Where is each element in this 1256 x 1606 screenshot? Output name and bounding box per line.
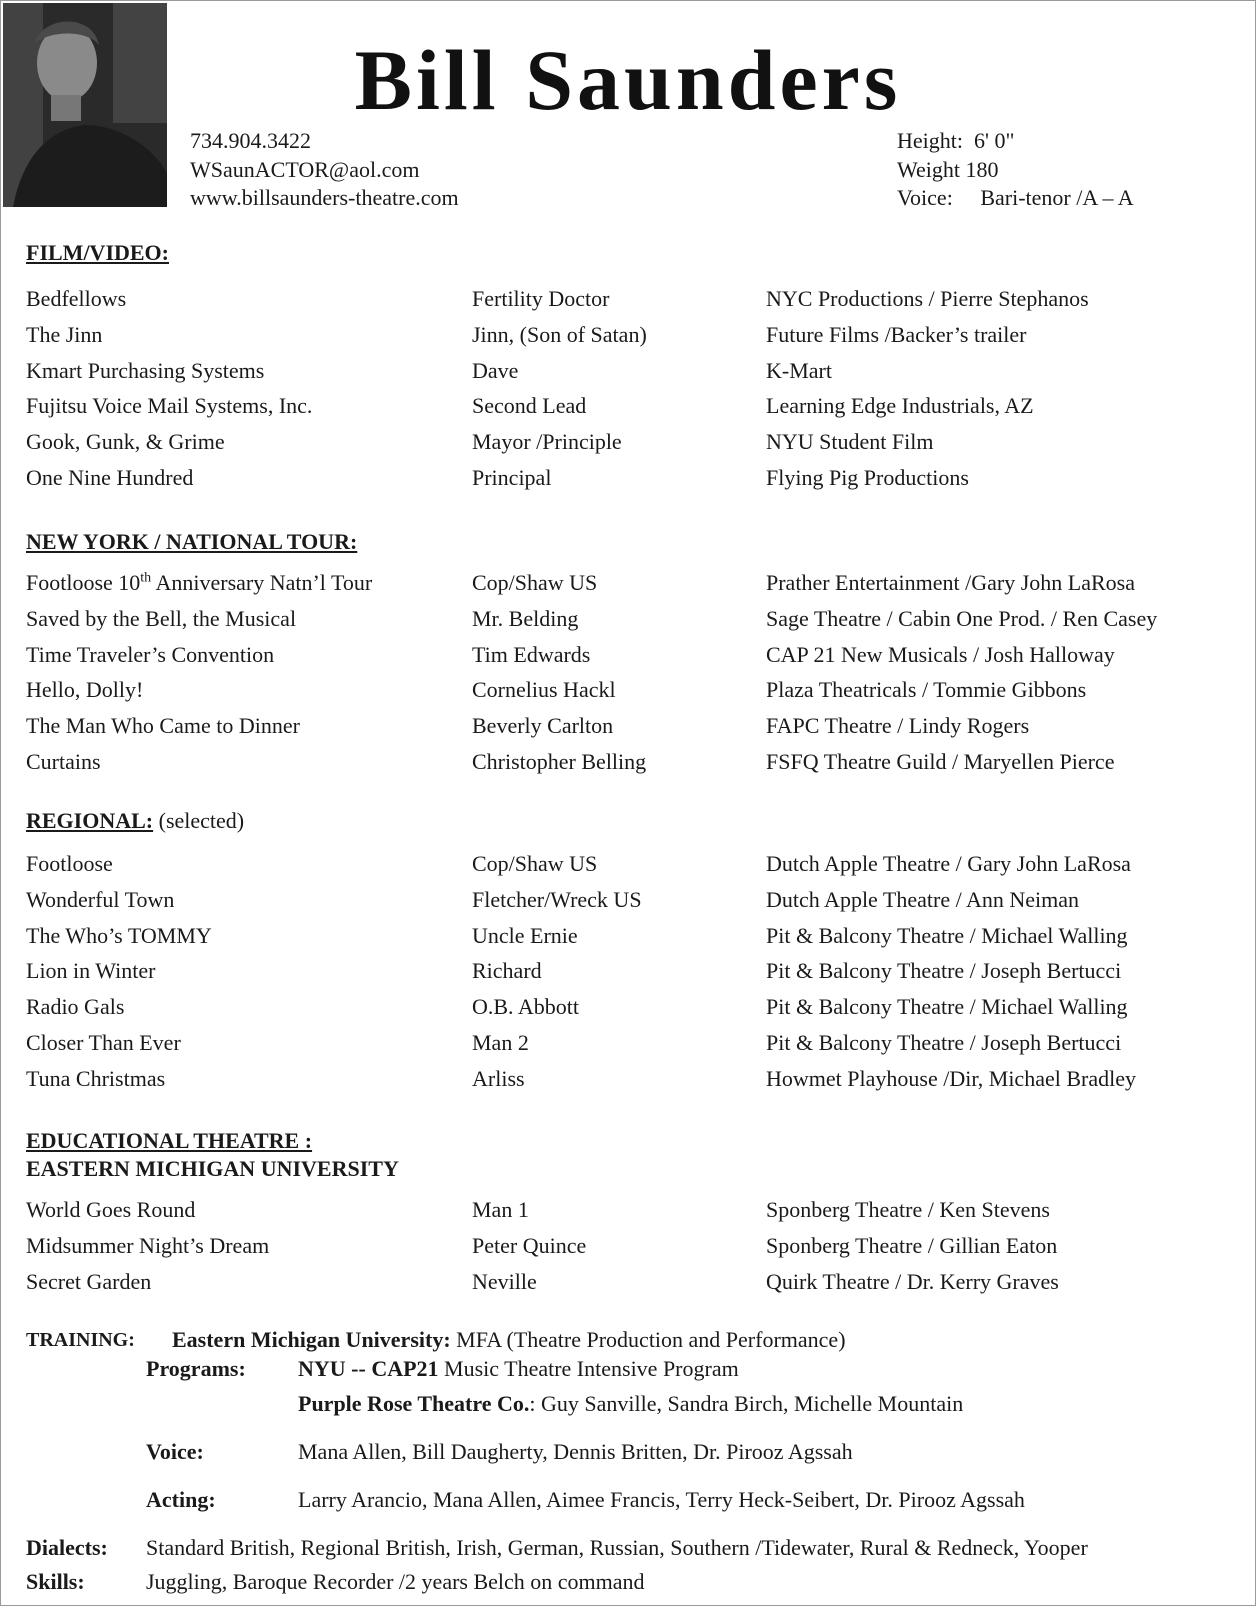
role: O.B. Abbott [472,994,579,1020]
regional-row [0,958,1256,993]
company-director: FAPC Theatre / Lindy Rogers [766,713,1030,739]
email-address: WSaunACTOR@aol.com [190,156,420,182]
company-director: Pit & Balcony Theatre / Michael Walling [766,922,1128,948]
production-title [26,570,372,596]
program-purple-rose-name: Purple Rose Theatre Co. [298,1391,530,1416]
educational-heading: EDUCATIONAL THEATRE : [26,1128,313,1153]
production-title: Secret Garden [26,1268,152,1294]
company-director: Plaza Theatricals / Tommie Gibbons [766,677,1087,703]
tour-row [0,570,1256,605]
company-director: Prather Entertainment /Gary John LaRosa [766,570,1136,595]
production-title: The Man Who Came to Dinner [26,713,300,739]
tour-row [0,606,1256,641]
actor-name: Bill Saunders [354,32,902,128]
company-director: Flying Pig Productions [766,465,969,490]
production-title: Wonderful Town [26,886,175,912]
educational-row [0,1269,1256,1304]
voice-label: Voice: [897,185,953,210]
production-title: Gook, Gunk, & Grime [26,429,225,455]
tour-row [0,713,1256,748]
dialects-label: Dialects: [26,1535,108,1560]
film-heading: FILM/VIDEO: [26,240,169,265]
production-title: Hello, Dolly! [26,677,144,703]
company-director: NYC Productions / Pierre Stephanos [766,286,1089,311]
role: Man 1 [472,1197,529,1222]
role: Cop/Shaw US [472,570,598,595]
tour-row [0,749,1256,784]
voice-stat [897,184,1134,213]
film-row [0,429,1256,464]
production-title: World Goes Round [26,1197,196,1222]
role: Richard [472,958,542,984]
dialects-text: Standard British, Regional British, Irish, German, Russian, Southern /Tidewater, Rural & Redneck, Yooper [146,1535,1088,1560]
company-director: Pit & Balcony Theatre / Michael Walling [766,994,1128,1020]
height-stat [897,127,1134,156]
role: Mr. Belding [472,605,579,631]
training-emu-name: Eastern Michigan University: [172,1327,451,1352]
production-title: Saved by the Bell, the Musical [26,605,297,631]
film-row [0,322,1256,357]
production-title: Tuna Christmas [26,1065,166,1091]
production-title: The Who’s TOMMY [26,922,212,948]
production-title: Bedfellows [26,286,127,311]
training-voice-label: Voice: [146,1439,204,1464]
role: Christopher Belling [472,749,647,774]
production-title: The Jinn [26,321,103,347]
film-row [0,286,1256,321]
tour-row [0,642,1256,677]
production-title: Time Traveler’s Convention [26,641,275,667]
height-label: Height: [897,128,963,153]
role: Uncle Ernie [472,922,578,948]
film-row [0,465,1256,500]
company-director: CAP 21 New Musicals / Josh Halloway [766,641,1115,667]
role: Arliss [472,1065,525,1091]
production-title: Midsummer Night’s Dream [26,1232,270,1258]
training-emu [172,1327,846,1353]
production-title: One Nine Hundred [26,465,194,490]
training-acting-label: Acting: [146,1487,216,1512]
educational-row [0,1233,1256,1268]
production-title: Curtains [26,749,101,774]
role: Tim Edwards [472,641,591,667]
phone-number: 734.904.3422 [190,128,311,153]
film-row [0,358,1256,393]
company-director: Pit & Balcony Theatre / Joseph Bertucci [766,1030,1122,1055]
role: Beverly Carlton [472,713,614,739]
website-url: www.billsaunders-theatre.com [190,185,459,210]
production-title: Closer Than Ever [26,1030,181,1055]
educational-row [0,1197,1256,1232]
regional-heading: REGIONAL: [26,808,154,833]
tour-row [0,677,1256,712]
role: Jinn, (Son of Satan) [472,321,647,347]
regional-row [0,923,1256,958]
regional-row [0,851,1256,886]
regional-row [0,994,1256,1029]
company-director: Howmet Playhouse /Dir, Michael Bradley [766,1065,1136,1091]
programs-label: Programs: [146,1356,246,1381]
production-title: Footloose [26,851,113,876]
regional-row [0,1066,1256,1101]
company-director: NYU Student Film [766,429,934,455]
tour-title-superscript: th [140,570,152,586]
company-director: Learning Edge Industrials, AZ [766,393,1034,419]
educational-subheading: EASTERN MICHIGAN UNIVERSITY [26,1156,399,1181]
weight-stat: Weight 180 [897,156,999,182]
skills-label: Skills: [26,1569,85,1594]
company-director: Sponberg Theatre / Ken Stevens [766,1197,1050,1222]
film-row [0,393,1256,428]
production-title: Kmart Purchasing Systems [26,357,265,383]
regional-row [0,1030,1256,1065]
role: Principal [472,465,552,490]
company-director: Quirk Theatre / Dr. Kerry Graves [766,1268,1059,1294]
voice-value: Bari-tenor /A – A [980,185,1134,210]
program-purple-rose-text: : Guy Sanville, Sandra Birch, Michelle Mountain [529,1391,964,1416]
role: Second Lead [472,393,587,419]
company-director: Future Films /Backer’s trailer [766,321,1027,347]
role: Neville [472,1268,537,1294]
role: Cornelius Hackl [472,677,616,703]
stats-block [897,127,1134,213]
program-nyu-text: Music Theatre Intensive Program [438,1356,739,1381]
role: Fertility Doctor [472,286,610,311]
company-director: Sage Theatre / Cabin One Prod. / Ren Casey [766,605,1158,631]
production-title: Lion in Winter [26,958,156,984]
skills-text: Juggling, Baroque Recorder /2 years Belch on command [146,1569,645,1594]
company-director: Dutch Apple Theatre / Ann Neiman [766,886,1080,912]
role: Mayor /Principle [472,429,622,455]
production-title: Radio Gals [26,994,125,1020]
regional-row [0,887,1256,922]
regional-note: (selected) [153,808,245,833]
height-value: 6' 0" [974,128,1015,153]
training-emu-degree: MFA (Theatre Production and Performance) [450,1327,846,1352]
role: Dave [472,357,519,383]
program-purple-rose [298,1391,963,1417]
training-acting-text: Larry Arancio, Mana Allen, Aimee Francis, Terry Heck-Seibert, Dr. Pirooz Agssah [298,1487,1025,1512]
role: Peter Quince [472,1232,587,1258]
tour-heading: NEW YORK / NATIONAL TOUR: [26,529,358,554]
training-label: TRAINING: [26,1329,135,1351]
company-director: Dutch Apple Theatre / Gary John LaRosa [766,851,1131,876]
role: Man 2 [472,1030,529,1055]
company-director: FSFQ Theatre Guild / Maryellen Pierce [766,749,1115,774]
role: Fletcher/Wreck US [472,886,642,912]
regional-heading-line [26,808,244,834]
company-director: Pit & Balcony Theatre / Joseph Bertucci [766,958,1122,984]
training-voice-text: Mana Allen, Bill Daugherty, Dennis Britten, Dr. Pirooz Agssah [298,1439,853,1464]
company-director: K-Mart [766,357,832,383]
production-title: Fujitsu Voice Mail Systems, Inc. [26,393,313,419]
program-nyu-name: NYU -- CAP21 [298,1356,439,1381]
tour-title-prefix: Footloose 10 [26,570,141,595]
role: Cop/Shaw US [472,851,598,876]
tour-title-suffix: Anniversary Natn’l Tour [151,570,373,595]
contact-block [190,127,459,213]
program-nyu [298,1356,739,1382]
company-director: Sponberg Theatre / Gillian Eaton [766,1232,1058,1258]
